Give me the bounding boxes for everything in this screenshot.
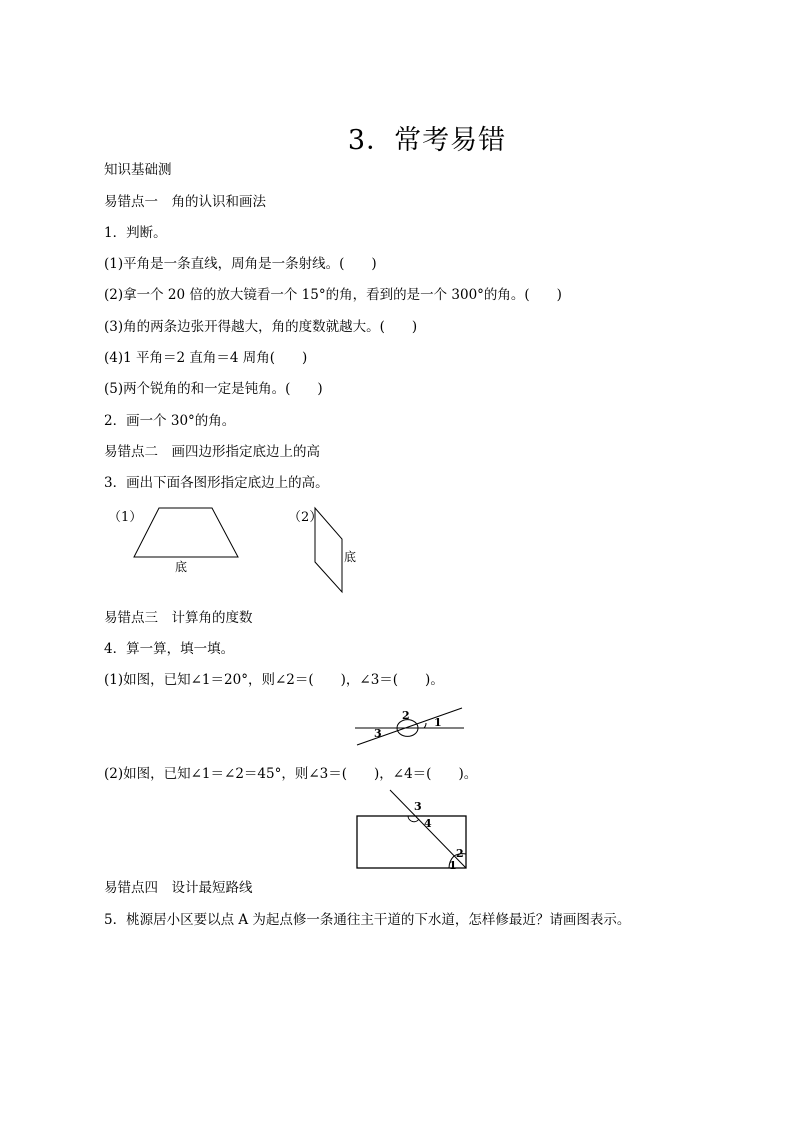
q1-item-1: (1)平角是一条直线，周角是一条射线。( )	[104, 256, 377, 272]
q4-stem: 4．算一算，填一填。	[104, 641, 235, 657]
q1-item-3: (3)角的两条边张开得越大，角的度数就越大。( )	[104, 319, 418, 335]
page-title: 3．常考易错	[347, 125, 507, 156]
angle-2-label: 2	[402, 709, 410, 722]
figure-2-label: （2）	[288, 510, 323, 525]
point-2-heading: 易错点二 画四边形指定底边上的高	[104, 444, 320, 460]
point-4-heading: 易错点四 设计最短路线	[104, 880, 253, 896]
trapezoid-shape	[134, 508, 238, 557]
section-header: 知识基础测	[104, 162, 172, 178]
q1-item-2: (2)拿一个 20 倍的放大镜看一个 15°的角，看到的是一个 300°的角。( )	[104, 287, 562, 303]
angle-1-label-2: 1	[449, 859, 457, 872]
q5-stem: 5．桃源居小区要以点 A 为起点修一条通往主干道的下水道，怎样修最近？请画图表示。	[104, 912, 631, 928]
trapezoid-base-label: 底	[175, 560, 188, 574]
q1-item-4: (4)1 平角＝2 直角＝4 周角( )	[104, 350, 308, 366]
figure-1-label: （1）	[108, 510, 143, 525]
parallelogram-figure	[288, 502, 378, 602]
point-1-heading: 易错点一 角的认识和画法	[104, 194, 266, 210]
angle-3-arc-2	[408, 816, 419, 822]
parallelogram-base-label: 底	[344, 550, 357, 564]
angle-3-arc	[397, 728, 418, 736]
angle-3-label-2: 3	[414, 800, 422, 813]
q3-stem: 3．画出下面各图形指定底边上的高。	[104, 475, 329, 491]
angle-4-label-2: 4	[424, 817, 432, 830]
trapezoid-figure	[104, 502, 254, 582]
angle-3-label: 3	[374, 727, 382, 740]
angle-1-label: 1	[434, 716, 442, 729]
q1-item-5: (5)两个锐角的和一定是钝角。( )	[104, 381, 323, 397]
angle-1-arc	[424, 723, 426, 728]
q4-sub-2: (2)如图，已知∠1＝∠2＝45°，则∠3＝( )，∠4＝( )。	[104, 766, 478, 782]
rectangle-diagonal-figure	[350, 787, 475, 872]
q2-stem: 2．画一个 30°的角。	[104, 413, 236, 429]
q1-stem: 1．判断。	[104, 225, 167, 241]
angle-2-label-2: 2	[456, 847, 464, 860]
q4-sub-1: (1)如图，已知∠1＝20°，则∠2＝( )，∠3＝( )。	[104, 672, 444, 688]
point-3-heading: 易错点三 计算角的度数	[104, 610, 253, 626]
intersecting-lines-figure	[352, 704, 467, 749]
